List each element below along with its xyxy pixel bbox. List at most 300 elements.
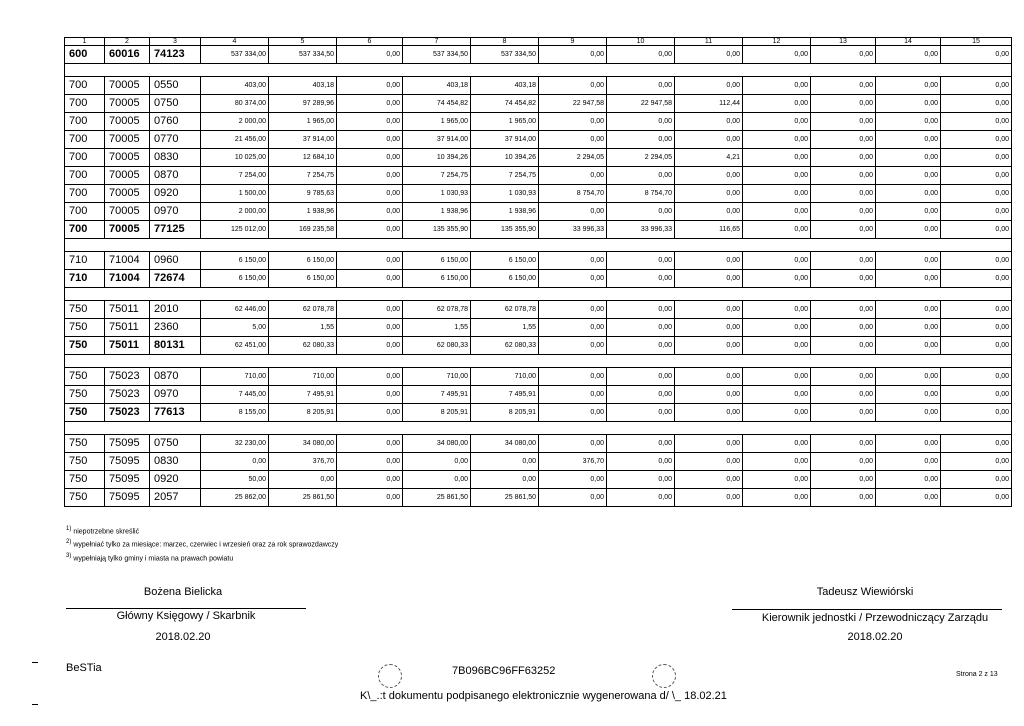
scan-mark	[32, 704, 38, 705]
amount-cell: 0,00	[941, 203, 1012, 221]
subtotal-row	[65, 404, 1012, 422]
amount-cell: 80 374,00	[201, 95, 269, 113]
amount-cell: 0,00	[876, 95, 941, 113]
amount-cell: 0,00	[941, 489, 1012, 507]
group-separator	[65, 64, 1012, 77]
chapter-cell: 71004	[105, 270, 150, 288]
amount-cell: 0,00	[337, 471, 403, 489]
table-row	[65, 131, 1012, 149]
amount-cell: 116,65	[675, 221, 743, 239]
right-sign-date: 2018.02.20	[847, 631, 903, 643]
amount-cell: 1 965,00	[269, 113, 337, 131]
amount-cell: 0,00	[743, 435, 811, 453]
amount-cell: 710,00	[403, 368, 471, 386]
amount-cell: 0,00	[743, 386, 811, 404]
amount-cell: 0,00	[876, 149, 941, 167]
paragraph-cell: 77125	[150, 221, 201, 239]
amount-cell: 2 294,05	[607, 149, 675, 167]
column-header: 14	[876, 38, 941, 46]
amount-cell: 710,00	[471, 368, 539, 386]
amount-cell: 74 454,82	[471, 95, 539, 113]
amount-cell: 0,00	[743, 46, 811, 64]
footnote	[66, 524, 338, 537]
amount-cell: 0,00	[607, 270, 675, 288]
chapter-cell: 75011	[105, 337, 150, 355]
amount-cell: 0,00	[607, 453, 675, 471]
chapter-cell: 70005	[105, 113, 150, 131]
amount-cell: 0,00	[811, 185, 876, 203]
amount-cell: 0,00	[675, 77, 743, 95]
amount-cell: 0,00	[539, 471, 607, 489]
column-header: 13	[811, 38, 876, 46]
amount-cell: 22 947,58	[607, 95, 675, 113]
amount-cell: 1 965,00	[403, 113, 471, 131]
amount-cell: 62 080,33	[269, 337, 337, 355]
amount-cell: 7 254,75	[269, 167, 337, 185]
paragraph-cell: 0870	[150, 167, 201, 185]
amount-cell: 0,00	[876, 337, 941, 355]
section-cell: 700	[65, 167, 105, 185]
amount-cell: 0,00	[607, 319, 675, 337]
amount-cell: 7 495,91	[403, 386, 471, 404]
amount-cell: 0,00	[269, 471, 337, 489]
amount-cell: 0,00	[876, 301, 941, 319]
amount-cell: 0,00	[539, 337, 607, 355]
section-cell: 700	[65, 131, 105, 149]
amount-cell: 1 030,93	[403, 185, 471, 203]
amount-cell: 0,00	[941, 471, 1012, 489]
amount-cell: 0,00	[675, 337, 743, 355]
footnotes	[66, 524, 338, 564]
amount-cell: 0,00	[539, 386, 607, 404]
amount-cell: 0,00	[941, 270, 1012, 288]
amount-cell: 0,00	[941, 77, 1012, 95]
amount-cell: 0,00	[743, 270, 811, 288]
paragraph-cell: 0970	[150, 386, 201, 404]
chapter-cell: 70005	[105, 203, 150, 221]
amount-cell: 0,00	[471, 453, 539, 471]
amount-cell: 0,00	[607, 252, 675, 270]
amount-cell: 0,00	[337, 221, 403, 239]
amount-cell: 10 394,26	[403, 149, 471, 167]
amount-cell: 0,00	[743, 471, 811, 489]
amount-cell: 0,00	[743, 203, 811, 221]
amount-cell: 6 150,00	[471, 252, 539, 270]
paragraph-cell: 0550	[150, 77, 201, 95]
amount-cell: 0,00	[876, 453, 941, 471]
amount-cell: 0,00	[539, 46, 607, 64]
amount-cell: 0,00	[675, 453, 743, 471]
amount-cell: 0,00	[811, 319, 876, 337]
paragraph-cell: 2057	[150, 489, 201, 507]
footnote	[66, 537, 338, 550]
amount-cell: 0,00	[607, 386, 675, 404]
chapter-cell: 75095	[105, 453, 150, 471]
chapter-cell: 75023	[105, 368, 150, 386]
amount-cell: 0,00	[811, 252, 876, 270]
section-cell: 700	[65, 95, 105, 113]
paragraph-cell: 0920	[150, 471, 201, 489]
chapter-cell: 70005	[105, 167, 150, 185]
table-row	[65, 95, 1012, 113]
amount-cell: 0,00	[471, 471, 539, 489]
column-header: 12	[743, 38, 811, 46]
amount-cell: 0,00	[743, 167, 811, 185]
amount-cell: 37 914,00	[471, 131, 539, 149]
chapter-cell: 70005	[105, 95, 150, 113]
amount-cell: 8 155,00	[201, 404, 269, 422]
amount-cell: 0,00	[941, 453, 1012, 471]
amount-cell: 0,00	[539, 489, 607, 507]
amount-cell: 376,70	[269, 453, 337, 471]
chapter-cell: 75011	[105, 301, 150, 319]
amount-cell: 0,00	[539, 301, 607, 319]
amount-cell: 7 254,75	[471, 167, 539, 185]
paragraph-cell: 2360	[150, 319, 201, 337]
subtotal-row	[65, 337, 1012, 355]
amount-cell: 0,00	[876, 203, 941, 221]
amount-cell: 0,00	[876, 252, 941, 270]
page-number: Strona 2 z 13	[956, 671, 998, 678]
amount-cell: 0,00	[337, 252, 403, 270]
report-table	[64, 37, 1012, 507]
amount-cell: 0,00	[876, 489, 941, 507]
amount-cell: 0,00	[941, 337, 1012, 355]
amount-cell: 0,00	[941, 167, 1012, 185]
amount-cell: 0,00	[539, 203, 607, 221]
amount-cell: 62 078,78	[403, 301, 471, 319]
amount-cell: 6 150,00	[201, 270, 269, 288]
amount-cell: 10 025,00	[201, 149, 269, 167]
section-cell: 750	[65, 404, 105, 422]
paragraph-cell: 74123	[150, 46, 201, 64]
footnote-mark: 2)	[66, 539, 72, 546]
left-signer-name: Bożena Bielicka	[143, 586, 223, 598]
amount-cell: 0,00	[811, 386, 876, 404]
amount-cell: 537 334,50	[269, 46, 337, 64]
amount-cell: 0,00	[941, 221, 1012, 239]
amount-cell: 0,00	[675, 252, 743, 270]
left-sign-date: 2018.02.20	[155, 631, 211, 643]
amount-cell: 0,00	[607, 46, 675, 64]
amount-cell: 0,00	[607, 77, 675, 95]
amount-cell: 0,00	[403, 453, 471, 471]
subtotal-row	[65, 270, 1012, 288]
document-id: 7B096BC96FF63252	[452, 665, 556, 677]
amount-cell: 537 334,50	[471, 46, 539, 64]
amount-cell: 403,18	[403, 77, 471, 95]
amount-cell: 0,00	[337, 404, 403, 422]
paragraph-cell: 0750	[150, 435, 201, 453]
amount-cell: 0,00	[941, 131, 1012, 149]
amount-cell: 62 078,78	[269, 301, 337, 319]
amount-cell: 0,00	[337, 386, 403, 404]
amount-cell: 0,00	[811, 167, 876, 185]
amount-cell: 0,00	[811, 301, 876, 319]
header-row	[65, 38, 1012, 46]
amount-cell: 0,00	[539, 167, 607, 185]
amount-cell: 0,00	[811, 46, 876, 64]
section-cell: 750	[65, 386, 105, 404]
amount-cell: 0,00	[743, 337, 811, 355]
amount-cell: 0,00	[337, 453, 403, 471]
amount-cell: 0,00	[811, 489, 876, 507]
amount-cell: 0,00	[675, 167, 743, 185]
amount-cell: 10 394,26	[471, 149, 539, 167]
amount-cell: 0,00	[607, 113, 675, 131]
amount-cell: 37 914,00	[403, 131, 471, 149]
section-cell: 750	[65, 337, 105, 355]
amount-cell: 0,00	[337, 95, 403, 113]
amount-cell: 0,00	[743, 77, 811, 95]
stamp-mark	[652, 664, 676, 688]
amount-cell: 0,00	[675, 404, 743, 422]
column-header: 10	[607, 38, 675, 46]
amount-cell: 7 445,00	[201, 386, 269, 404]
amount-cell: 25 862,00	[201, 489, 269, 507]
amount-cell: 0,00	[743, 301, 811, 319]
amount-cell: 1,55	[471, 319, 539, 337]
chapter-cell: 70005	[105, 77, 150, 95]
column-header: 15	[941, 38, 1012, 46]
paragraph-cell: 0760	[150, 113, 201, 131]
amount-cell: 0,00	[675, 319, 743, 337]
left-signature-line	[66, 608, 306, 609]
amount-cell: 50,00	[201, 471, 269, 489]
amount-cell: 0,00	[539, 319, 607, 337]
amount-cell: 403,18	[269, 77, 337, 95]
footnote	[66, 551, 338, 564]
table-row	[65, 489, 1012, 507]
amount-cell: 0,00	[607, 301, 675, 319]
right-signer-role: Kierownik jednostki / Przewodniczący Zarządu	[761, 612, 989, 624]
paragraph-cell: 2010	[150, 301, 201, 319]
group-separator	[65, 355, 1012, 368]
amount-cell: 0,00	[675, 435, 743, 453]
system-name: BeSTia	[66, 662, 102, 674]
stamp-mark	[378, 664, 402, 688]
amount-cell: 135 355,90	[403, 221, 471, 239]
amount-cell: 0,00	[811, 203, 876, 221]
amount-cell: 0,00	[811, 131, 876, 149]
table-row	[65, 77, 1012, 95]
amount-cell: 62 080,33	[471, 337, 539, 355]
column-header: 2	[105, 38, 150, 46]
amount-cell: 6 150,00	[201, 252, 269, 270]
report-sheet	[64, 37, 1010, 507]
amount-cell: 0,00	[811, 404, 876, 422]
amount-cell: 0,00	[876, 386, 941, 404]
amount-cell: 0,00	[941, 435, 1012, 453]
amount-cell: 8 205,91	[403, 404, 471, 422]
amount-cell: 0,00	[201, 453, 269, 471]
amount-cell: 21 456,00	[201, 131, 269, 149]
amount-cell: 4,21	[675, 149, 743, 167]
amount-cell: 0,00	[876, 368, 941, 386]
amount-cell: 32 230,00	[201, 435, 269, 453]
amount-cell: 0,00	[743, 368, 811, 386]
chapter-cell: 75095	[105, 435, 150, 453]
amount-cell: 0,00	[337, 149, 403, 167]
amount-cell: 0,00	[607, 131, 675, 149]
scan-mark	[32, 662, 38, 663]
amount-cell: 7 254,00	[201, 167, 269, 185]
amount-cell: 0,00	[675, 386, 743, 404]
group-separator	[65, 239, 1012, 252]
paragraph-cell: 0970	[150, 203, 201, 221]
amount-cell: 62 451,00	[201, 337, 269, 355]
amount-cell: 0,00	[876, 435, 941, 453]
amount-cell: 710,00	[269, 368, 337, 386]
section-cell: 750	[65, 319, 105, 337]
amount-cell: 0,00	[743, 489, 811, 507]
footnote-text: wypełniają tylko gminy i miasta na prawach powiatu	[73, 554, 234, 562]
chapter-cell: 75023	[105, 404, 150, 422]
amount-cell: 6 150,00	[269, 270, 337, 288]
amount-cell: 0,00	[743, 185, 811, 203]
amount-cell: 0,00	[876, 404, 941, 422]
chapter-cell: 75095	[105, 471, 150, 489]
chapter-cell: 60016	[105, 46, 150, 64]
amount-cell: 0,00	[675, 185, 743, 203]
amount-cell: 0,00	[607, 404, 675, 422]
amount-cell: 0,00	[876, 46, 941, 64]
amount-cell: 0,00	[876, 131, 941, 149]
amount-cell: 5,00	[201, 319, 269, 337]
table-row	[65, 167, 1012, 185]
column-header: 4	[201, 38, 269, 46]
column-header: 9	[539, 38, 607, 46]
signature-note: K\_.:t dokumentu podpisanego elektronicznie wygenerowana d/ \_ 18.02.21	[360, 690, 727, 702]
amount-cell: 8 754,70	[607, 185, 675, 203]
amount-cell: 0,00	[337, 167, 403, 185]
amount-cell: 0,00	[941, 404, 1012, 422]
amount-cell: 0,00	[743, 131, 811, 149]
amount-cell: 0,00	[876, 185, 941, 203]
amount-cell: 0,00	[675, 489, 743, 507]
amount-cell: 0,00	[337, 113, 403, 131]
amount-cell: 403,18	[471, 77, 539, 95]
amount-cell: 125 012,00	[201, 221, 269, 239]
amount-cell: 1 500,00	[201, 185, 269, 203]
amount-cell: 0,00	[337, 203, 403, 221]
paragraph-cell: 0870	[150, 368, 201, 386]
amount-cell: 710,00	[201, 368, 269, 386]
amount-cell: 0,00	[337, 270, 403, 288]
amount-cell: 22 947,58	[539, 95, 607, 113]
amount-cell: 0,00	[876, 113, 941, 131]
group-separator	[65, 422, 1012, 435]
amount-cell: 7 495,91	[269, 386, 337, 404]
amount-cell: 0,00	[539, 131, 607, 149]
paragraph-cell: 72674	[150, 270, 201, 288]
amount-cell: 0,00	[675, 368, 743, 386]
amount-cell: 376,70	[539, 453, 607, 471]
chapter-cell: 71004	[105, 252, 150, 270]
chapter-cell: 70005	[105, 185, 150, 203]
amount-cell: 1 938,96	[471, 203, 539, 221]
amount-cell: 1,55	[403, 319, 471, 337]
amount-cell: 0,00	[743, 404, 811, 422]
amount-cell: 0,00	[337, 337, 403, 355]
amount-cell: 34 080,00	[269, 435, 337, 453]
table-row	[65, 203, 1012, 221]
column-header: 6	[337, 38, 403, 46]
subtotal-row	[65, 221, 1012, 239]
footnote-text: wypełniać tylko za miesiące: marzec, czerwiec i wrzesień oraz za rok sprawozdawczy	[73, 541, 339, 549]
section-cell: 750	[65, 435, 105, 453]
amount-cell: 9 785,63	[269, 185, 337, 203]
column-header: 11	[675, 38, 743, 46]
right-signature-line	[732, 609, 1002, 610]
amount-cell: 0,00	[675, 301, 743, 319]
amount-cell: 62 078,78	[471, 301, 539, 319]
section-cell: 700	[65, 113, 105, 131]
section-cell: 700	[65, 149, 105, 167]
amount-cell: 0,00	[607, 435, 675, 453]
amount-cell: 8 205,91	[471, 404, 539, 422]
amount-cell: 0,00	[743, 149, 811, 167]
amount-cell: 0,00	[876, 221, 941, 239]
amount-cell: 0,00	[743, 113, 811, 131]
amount-cell: 0,00	[743, 252, 811, 270]
amount-cell: 0,00	[337, 131, 403, 149]
section-cell: 600	[65, 46, 105, 64]
table-row	[65, 386, 1012, 404]
chapter-cell: 70005	[105, 149, 150, 167]
amount-cell: 8 754,70	[539, 185, 607, 203]
amount-cell: 0,00	[337, 77, 403, 95]
column-header: 1	[65, 38, 105, 46]
amount-cell: 1 965,00	[471, 113, 539, 131]
amount-cell: 2 294,05	[539, 149, 607, 167]
amount-cell: 97 289,96	[269, 95, 337, 113]
chapter-cell: 75023	[105, 386, 150, 404]
amount-cell: 0,00	[539, 113, 607, 131]
section-cell: 710	[65, 252, 105, 270]
group-separator	[65, 288, 1012, 301]
amount-cell: 135 355,90	[471, 221, 539, 239]
section-cell: 700	[65, 185, 105, 203]
footnote-text: niepotrzebne skreślić	[73, 528, 140, 536]
amount-cell: 2 000,00	[201, 203, 269, 221]
amount-cell: 0,00	[743, 95, 811, 113]
amount-cell: 0,00	[675, 203, 743, 221]
amount-cell: 6 150,00	[403, 270, 471, 288]
paragraph-cell: 0770	[150, 131, 201, 149]
amount-cell: 7 495,91	[471, 386, 539, 404]
amount-cell: 0,00	[539, 435, 607, 453]
amount-cell: 0,00	[941, 46, 1012, 64]
amount-cell: 0,00	[876, 270, 941, 288]
table-row	[65, 319, 1012, 337]
amount-cell: 0,00	[337, 46, 403, 64]
amount-cell: 0,00	[403, 471, 471, 489]
table-row	[65, 453, 1012, 471]
amount-cell: 1 938,96	[403, 203, 471, 221]
amount-cell: 0,00	[539, 404, 607, 422]
chapter-cell: 70005	[105, 221, 150, 239]
column-header: 3	[150, 38, 201, 46]
amount-cell: 0,00	[941, 319, 1012, 337]
amount-cell: 25 861,50	[471, 489, 539, 507]
amount-cell: 12 684,10	[269, 149, 337, 167]
left-signer-role: Główny Księgowy / Skarbnik	[116, 610, 256, 622]
amount-cell: 0,00	[876, 471, 941, 489]
amount-cell: 0,00	[337, 301, 403, 319]
amount-cell: 0,00	[607, 368, 675, 386]
amount-cell: 0,00	[675, 113, 743, 131]
